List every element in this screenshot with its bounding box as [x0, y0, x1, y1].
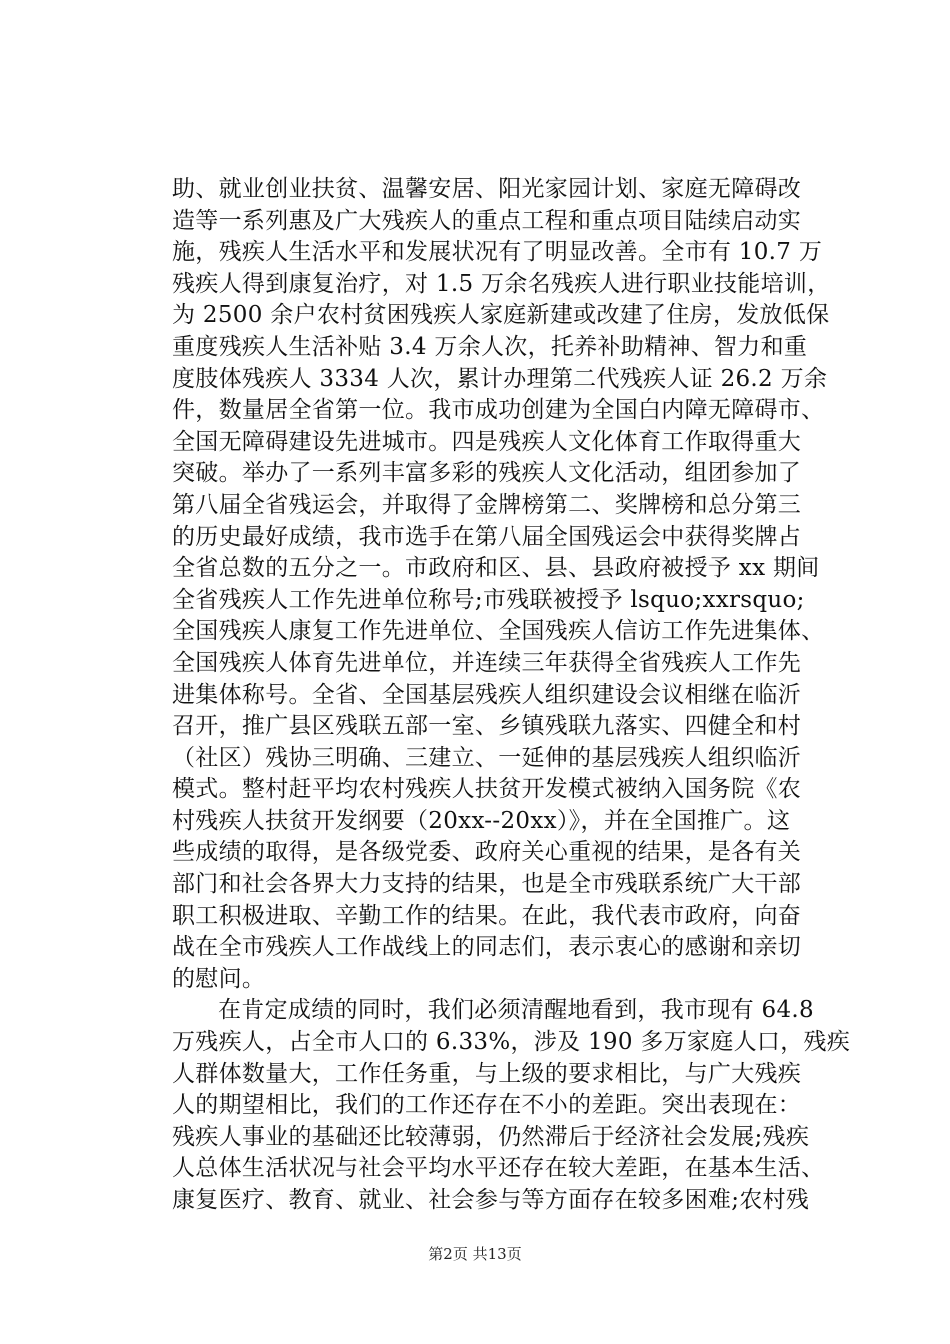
- body-text-line: 人群体数量大，工作任务重，与上级的要求相比，与广大残疾: [172, 1060, 802, 1087]
- body-text-line: 残疾人事业的基础还比较薄弱，仍然滞后于经济社会发展;残疾: [172, 1123, 810, 1150]
- body-text-line: 部门和社会各界大力支持的结果，也是全市残联系统广大干部: [172, 871, 802, 898]
- body-text-line: 的慰问。: [172, 965, 266, 992]
- body-text-line: 康复医疗、教育、就业、社会参与等方面存在较多困难;农村残: [172, 1187, 810, 1213]
- body-text-line: 进集体称号。全省、全国基层残疾人组织建设会议相继在临沂: [172, 681, 802, 708]
- body-text-line: 残疾人得到康复治疗，对 1.5 万余名残疾人进行职业技能培训，: [172, 270, 831, 297]
- body-text-line: 造等一系列惠及广大残疾人的重点工程和重点项目陆续启动实: [172, 207, 802, 234]
- body-text-line: 突破。举办了一系列丰富多彩的残疾人文化活动，组团参加了: [172, 460, 802, 487]
- body-text-line: 施，残疾人生活水平和发展状况有了明显改善。全市有 10.7 万: [172, 239, 823, 266]
- body-text-line: 村残疾人扶贫开发纲要（20xx--20xx）》，并在全国推广。这: [172, 807, 791, 834]
- body-text-line: 人的期望相比，我们的工作还存在不小的差距。突出表现在：: [172, 1092, 802, 1119]
- body-text-line: 全国残疾人康复工作先进单位、全国残疾人信访工作先进集体、: [172, 618, 825, 645]
- body-text-line: 全国残疾人体育先进单位，并连续三年获得全省残疾人工作先: [172, 649, 802, 676]
- page-number-footer: 第2页 共13页: [428, 1245, 522, 1263]
- paragraph-first-line: 在肯定成绩的同时，我们必须清醒地看到，我市现有 64.8: [218, 997, 814, 1024]
- body-text-line: 的历史最好成绩，我市选手在第八届全国残运会中获得奖牌占: [172, 523, 802, 550]
- body-text-line: 重度残疾人生活补贴 3.4 万余人次，托养补助精神、智力和重: [172, 333, 808, 360]
- document-body: [172, 174, 851, 1217]
- body-text-line: 召开，推广县区残联五部一室、乡镇残联九落实、四健全和村: [172, 713, 802, 740]
- body-text-line: 全国无障碍建设先进城市。四是残疾人文化体育工作取得重大: [172, 428, 802, 455]
- body-text-line: 些成绩的取得，是各级党委、政府关心重视的结果，是各有关: [172, 839, 802, 866]
- body-text-line: （社区）残协三明确、三建立、一延伸的基层残疾人组织临沂: [172, 744, 802, 771]
- body-text-line: 职工积极进取、辛勤工作的结果。在此，我代表市政府，向奋: [172, 902, 802, 929]
- body-text-line: 度肢体残疾人 3334 人次，累计办理第二代残疾人证 26.2 万余: [172, 365, 828, 392]
- body-text-line: 助、就业创业扶贫、温馨安居、阳光家园计划、家庭无障碍改: [172, 176, 802, 202]
- body-text-line: 第八届全省残运会，并取得了金牌榜第二、奖牌榜和总分第三: [172, 491, 802, 518]
- body-text-line: 件，数量居全省第一位。我市成功创建为全国白内障无障碍市、: [172, 397, 825, 424]
- body-text-line: 万残疾人，占全市人口的 6.33%，涉及 190 多万家庭人口，残疾: [172, 1029, 851, 1056]
- body-text-line: 模式。整村赶平均农村残疾人扶贫开发模式被纳入国务院《农: [172, 776, 802, 803]
- body-text-line: 全省总数的五分之一。市政府和区、县、县政府被授予 xx 期间: [172, 555, 820, 582]
- body-text-line: 人总体生活状况与社会平均水平还存在较大差距，在基本生活、: [172, 1155, 825, 1182]
- body-text-line: 全省残疾人工作先进单位称号;市残联被授予 lsquo;xxrsquo;: [172, 586, 805, 613]
- body-text-line: 为 2500 余户农村贫困残疾人家庭新建或改建了住房，发放低保: [172, 302, 830, 329]
- body-text-line: 战在全市残疾人工作战线上的同志们，表示衷心的感谢和亲切: [172, 934, 802, 961]
